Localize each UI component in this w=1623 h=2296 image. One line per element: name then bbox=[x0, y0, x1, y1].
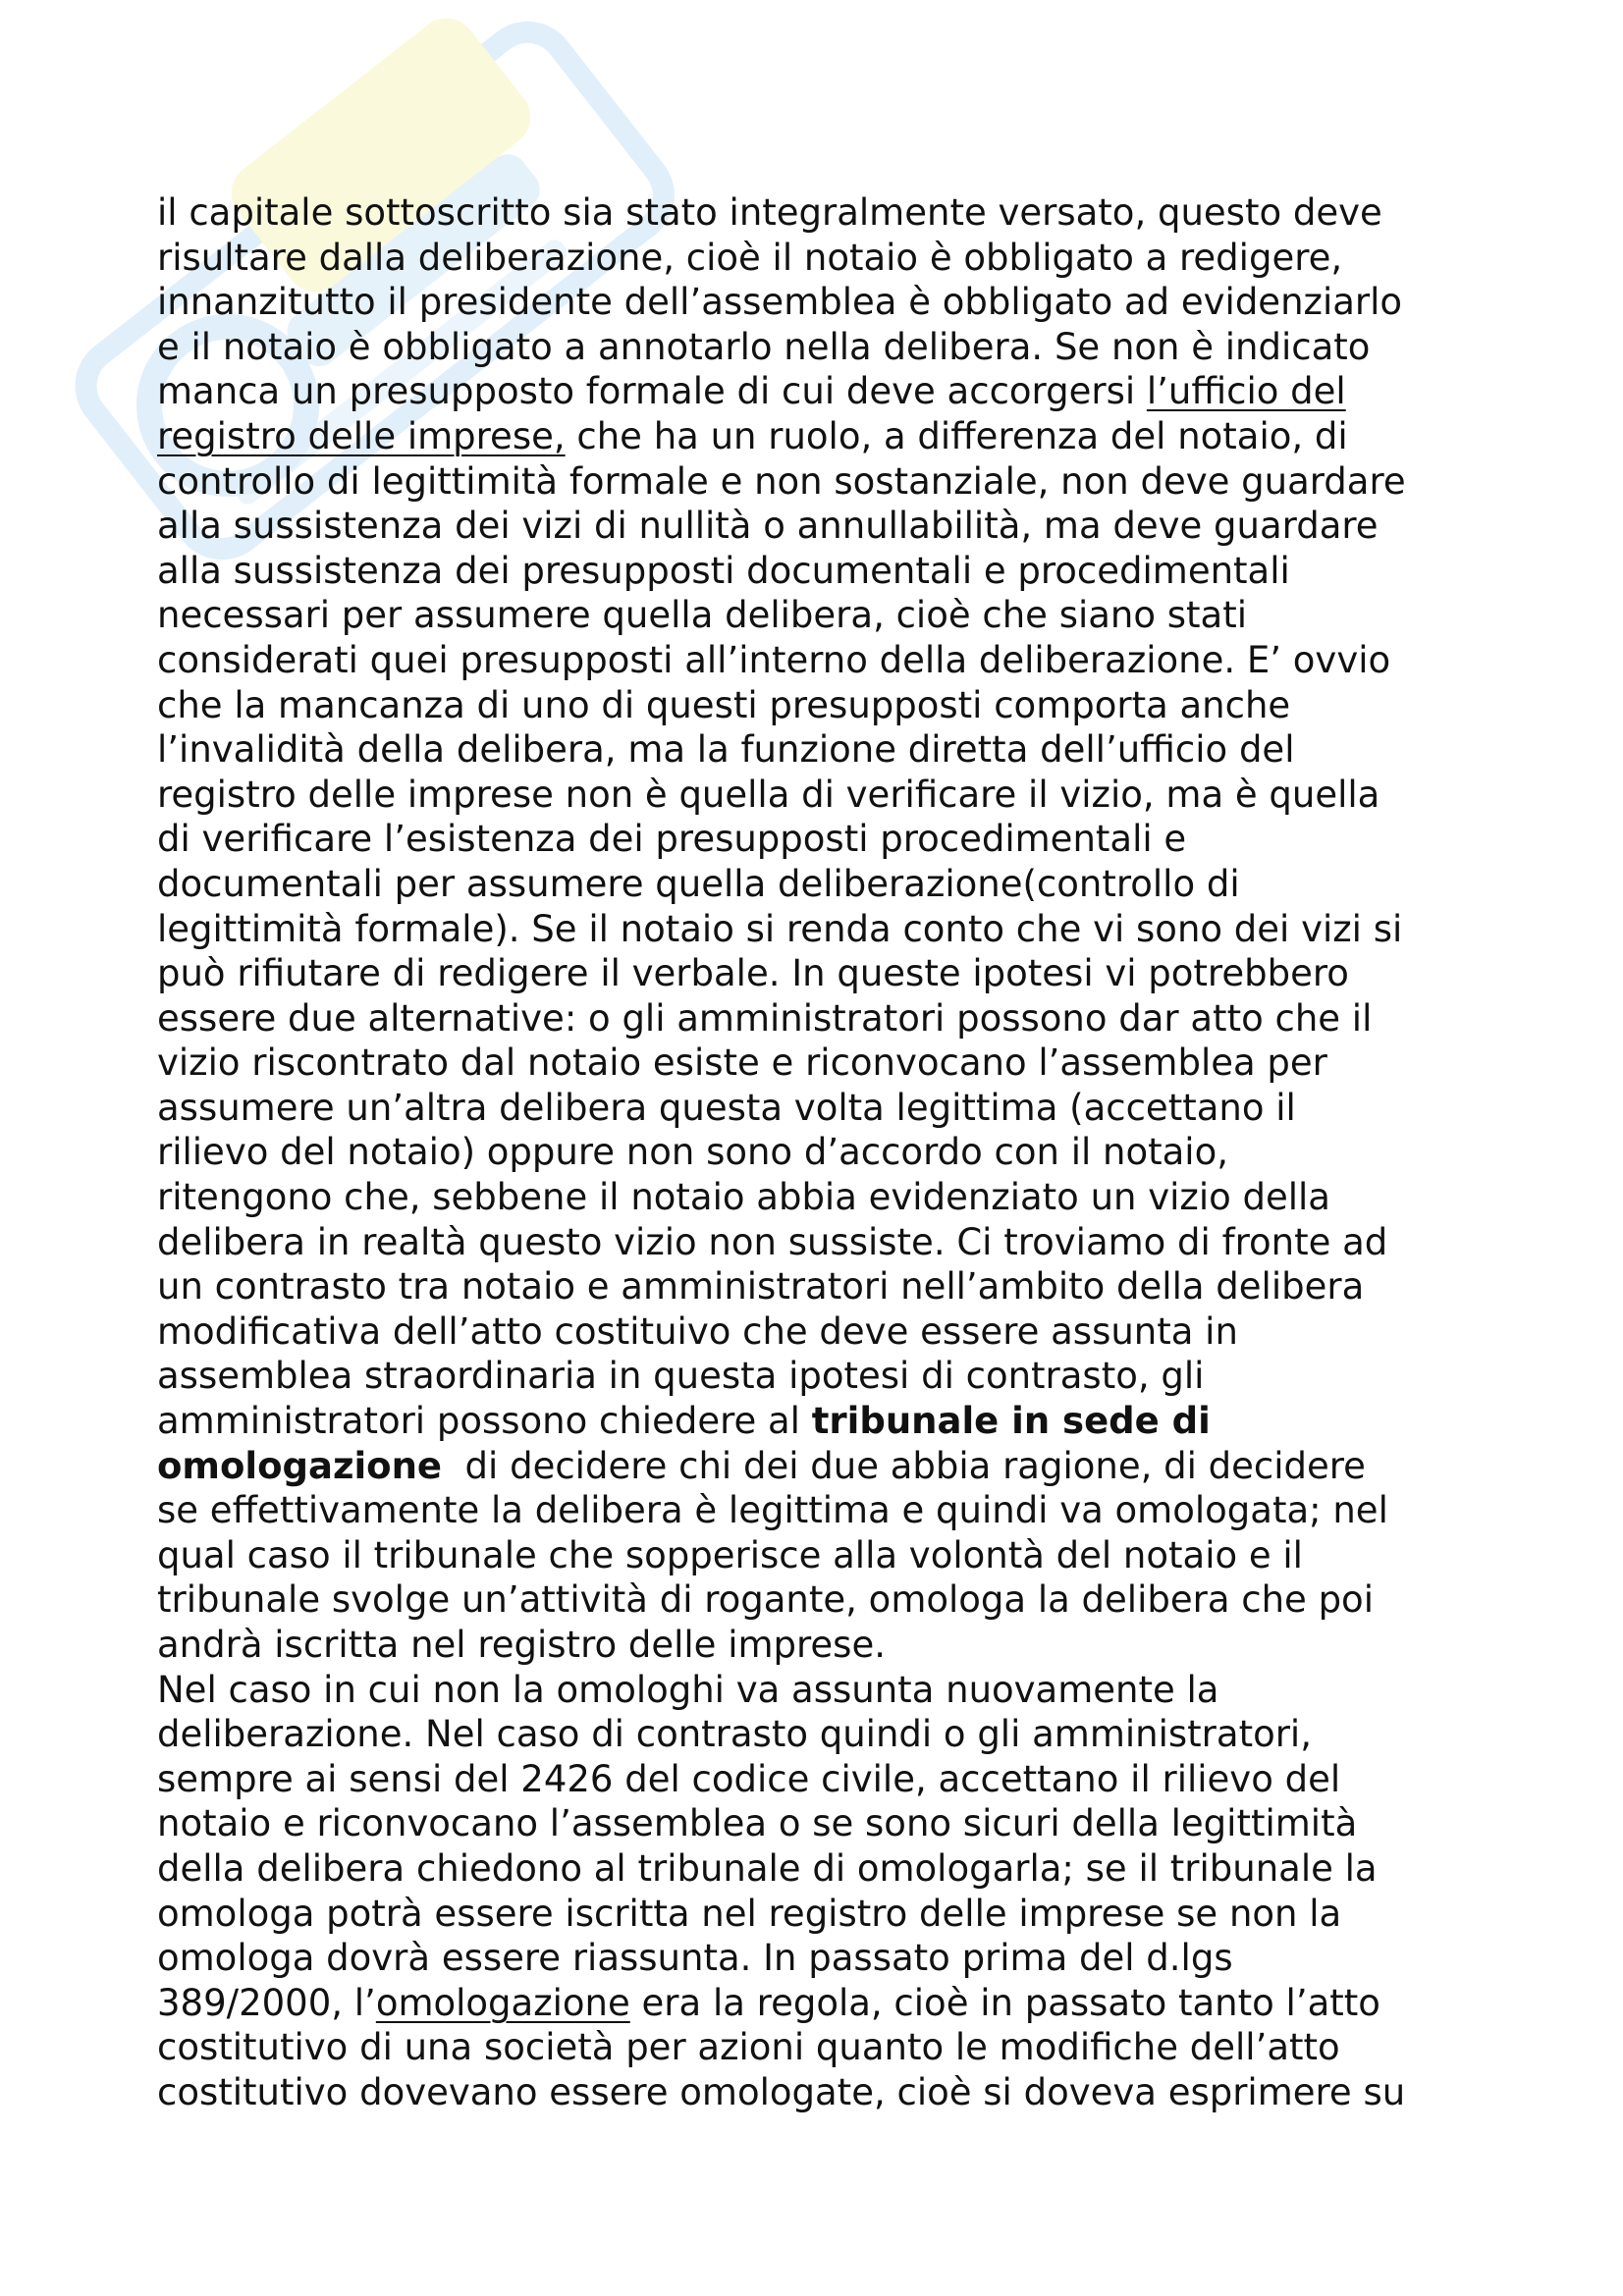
text-line: omologa dovrà essere riassunta. In passato prima del d.lgs bbox=[157, 1937, 1233, 1980]
underlined-term-omologazione: omologazione bbox=[375, 1981, 630, 2024]
text-line: tribunale svolge un’attività di rogante, omologa la delibera che poi bbox=[157, 1578, 1374, 1622]
text-line: alla sussistenza dei presupposti documentali e procedimentali bbox=[157, 549, 1290, 592]
text-line: innanzitutto il presidente dell’assemblea è obbligato ad evidenziarlo bbox=[157, 281, 1403, 324]
underlined-term-ufficio: l’ufficio del bbox=[1146, 370, 1346, 413]
text-line: andrà iscritta nel registro delle imprese. bbox=[157, 1624, 886, 1666]
text-segment: manca un presupposto formale di cui deve accorgersi bbox=[157, 370, 1147, 413]
text-segment: amministratori possono chiedere al bbox=[157, 1400, 812, 1443]
text-segment: era la regola, cioè in passato tanto l’atto bbox=[629, 1981, 1380, 2024]
text-line: Nel caso in cui non la omologhi va assunta nuovamente la bbox=[157, 1668, 1219, 1711]
text-line: l’invalidità della delibera, ma la funzione diretta dell’ufficio del bbox=[157, 728, 1295, 772]
text-line: può rifiutare di redigere il verbale. In queste ipotesi vi potrebbero bbox=[157, 952, 1349, 995]
text-line: assumere un’altra delibera questa volta legittima (accettano il bbox=[157, 1086, 1296, 1129]
text-line: di verificare l’esistenza dei presupposti procedimentali e bbox=[157, 818, 1187, 861]
text-line: delibera in realtà questo vizio non sussiste. Ci troviamo di fronte ad bbox=[157, 1220, 1388, 1263]
document-body bbox=[157, 190, 1483, 2115]
text-line bbox=[157, 414, 1483, 459]
text-line: assemblea straordinaria in questa ipotesi di contrasto, gli bbox=[157, 1355, 1205, 1398]
text-line: il capitale sottoscritto sia stato integralmente versato, questo deve bbox=[157, 191, 1382, 234]
text-segment: 389/2000, l’ bbox=[157, 1981, 376, 2024]
text-segment: che ha un ruolo, a differenza del notaio, di bbox=[565, 414, 1348, 457]
text-line: che la mancanza di uno di questi presupposti comporta anche bbox=[157, 683, 1291, 726]
text-line: rilievo del notaio) oppure non sono d’accordo con il notaio, bbox=[157, 1131, 1228, 1174]
text-line: controllo di legittimità formale e non sostanziale, non deve guardare bbox=[157, 459, 1406, 503]
bold-term-omologazione: omologazione bbox=[157, 1444, 443, 1487]
paragraph-2 bbox=[157, 1668, 1483, 2115]
text-line: registro delle imprese non è quella di verificare il vizio, ma è quella bbox=[157, 773, 1380, 816]
text-line: un contrasto tra notaio e amministratori nell’ambito della delibera bbox=[157, 1265, 1365, 1308]
text-line: ritengono che, sebbene il notaio abbia evidenziato un vizio della bbox=[157, 1176, 1330, 1219]
text-line: considerati quei presupposti all’interno della deliberazione. E’ ovvio bbox=[157, 638, 1391, 681]
text-line: necessari per assumere quella delibera, cioè che siano stati bbox=[157, 594, 1248, 637]
text-line bbox=[157, 1981, 1483, 2026]
text-line: deliberazione. Nel caso di contrasto quindi o gli amministratori, bbox=[157, 1713, 1312, 1756]
bold-term-tribunale: tribunale in sede di bbox=[811, 1400, 1211, 1443]
text-line: modificativa dell’atto costituivo che deve essere assunta in bbox=[157, 1309, 1238, 1353]
text-line bbox=[157, 1399, 1483, 1444]
text-line: notaio e riconvocano l’assemblea o se sono sicuri della legittimità bbox=[157, 1802, 1358, 1845]
text-line: e il notaio è obbligato a annotarlo nella delibera. Se non è indicato bbox=[157, 325, 1371, 368]
paragraph-1 bbox=[157, 190, 1483, 1668]
text-line: risultare dalla deliberazione, cioè il notaio è obbligato a redigere, bbox=[157, 236, 1343, 279]
underlined-term-registro: registro delle imprese, bbox=[157, 414, 566, 457]
text-line: se effettivamente la delibera è legittima e quindi va omologata; nel bbox=[157, 1489, 1388, 1532]
text-line bbox=[157, 369, 1483, 414]
text-line: omologa potrà essere iscritta nel registro delle imprese se non la bbox=[157, 1892, 1342, 1935]
text-line: costitutivo di una società per azioni quanto le modifiche dell’atto bbox=[157, 2026, 1340, 2069]
text-segment: di decidere chi dei due abbia ragione, di decidere bbox=[442, 1444, 1366, 1487]
text-line: alla sussistenza dei vizi di nullità o annullabilità, ma deve guardare bbox=[157, 505, 1379, 548]
text-line bbox=[157, 1444, 1483, 1489]
text-line: essere due alternative: o gli amministratori possono dar atto che il bbox=[157, 996, 1373, 1040]
text-line: sempre ai sensi del 2426 del codice civile, accettano il rilievo del bbox=[157, 1757, 1341, 1800]
text-line: legittimità formale). Se il notaio si renda conto che vi sono dei vizi si bbox=[157, 907, 1403, 950]
text-line: documentali per assumere quella deliberazione(controllo di bbox=[157, 862, 1240, 905]
text-line: costitutivo dovevano essere omologate, cioè si doveva esprimere su bbox=[157, 2070, 1406, 2113]
text-line: della delibera chiedono al tribunale di omologarla; se il tribunale la bbox=[157, 1846, 1378, 1890]
text-line: vizio riscontrato dal notaio esiste e riconvocano l’assemblea per bbox=[157, 1041, 1327, 1085]
text-line: qual caso il tribunale che sopperisce alla volontà del notaio e il bbox=[157, 1533, 1303, 1576]
